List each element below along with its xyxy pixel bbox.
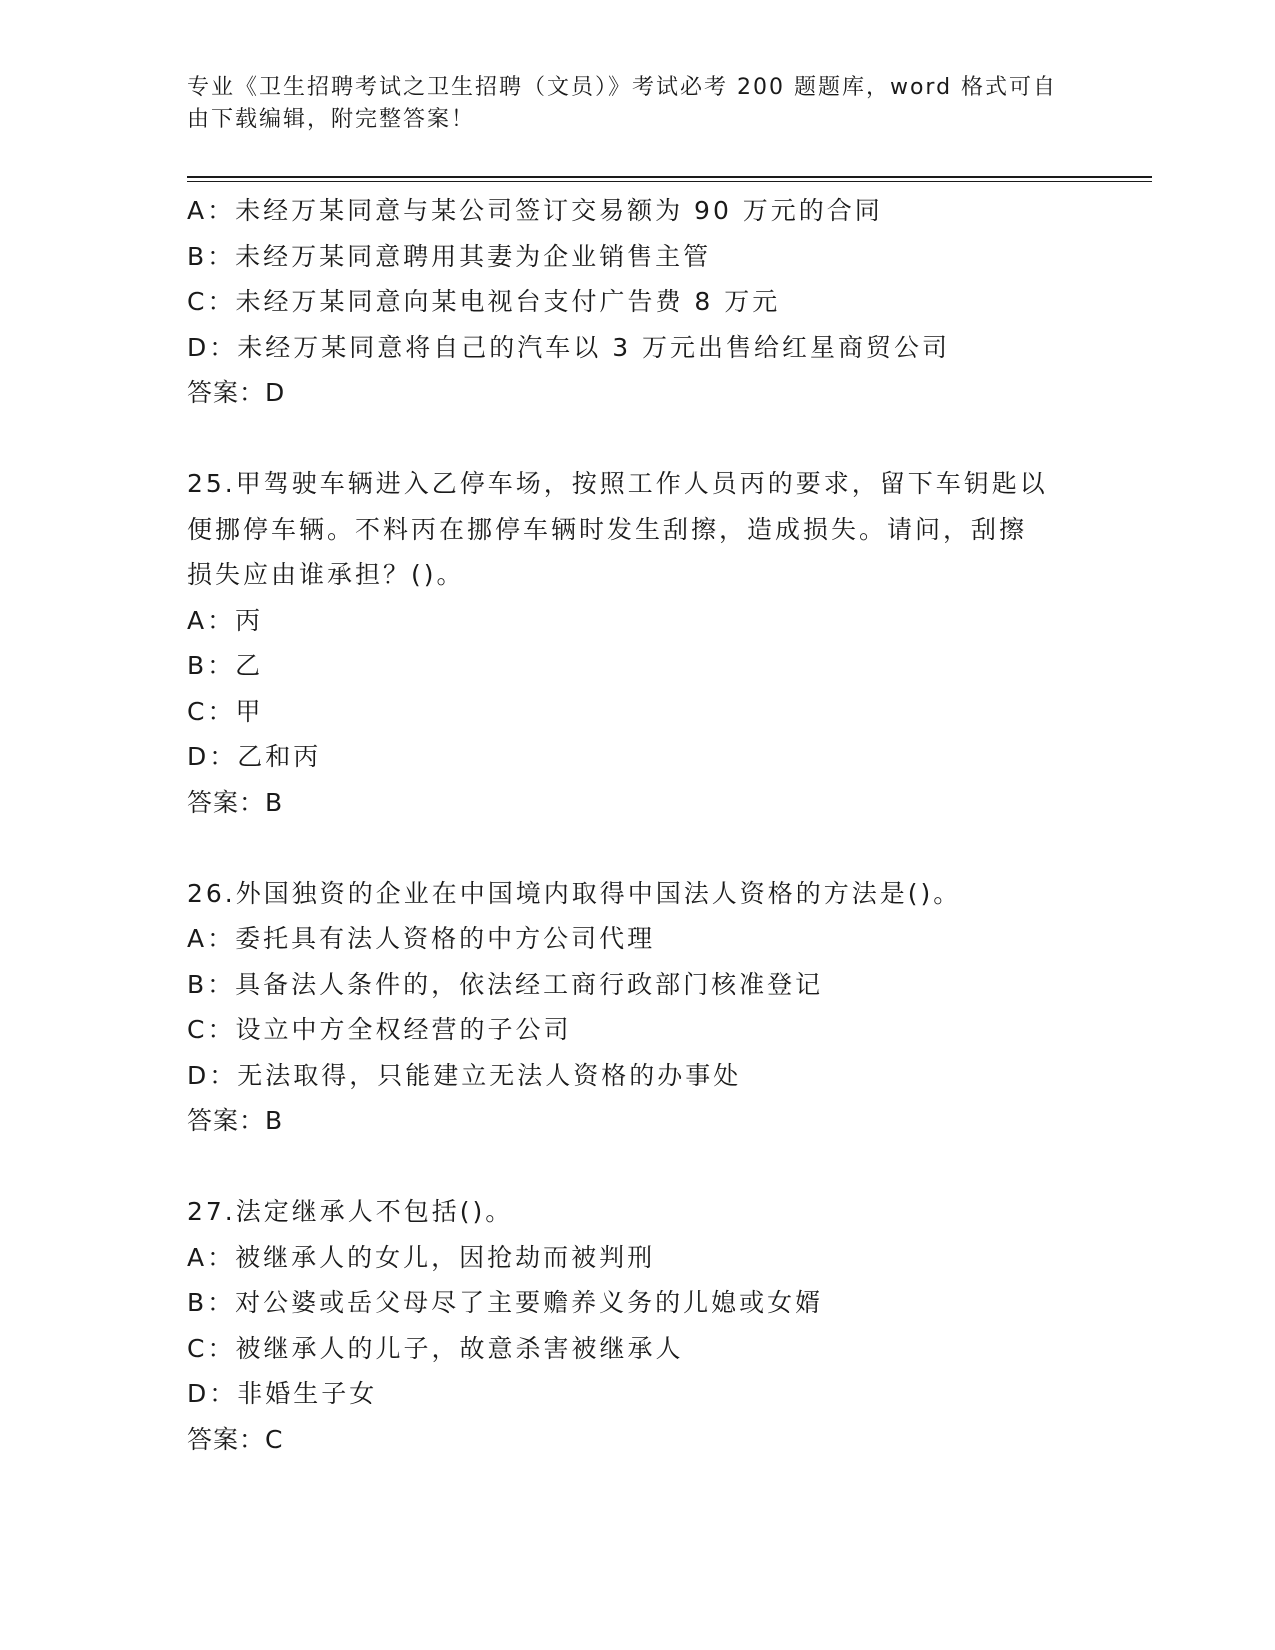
- header-line-1: 专业《卫生招聘考试之卫生招聘（文员）》考试必考 200 题题库，word 格式可自: [187, 75, 1058, 100]
- header-divider-thin: [187, 181, 1152, 182]
- spacer: [187, 825, 1087, 871]
- option-d: D：未经万某同意将自己的汽车以 3 万元出售给红星商贸公司: [187, 332, 951, 362]
- question-26-block: [187, 871, 1087, 1144]
- question-stem-line: 25.甲驾驶车辆进入乙停车场，按照工作人员丙的要求，留下车钥匙以: [187, 469, 1048, 498]
- option-c: C：甲: [187, 696, 264, 726]
- option-b: B：未经万某同意聘用其妻为企业销售主管: [187, 241, 712, 271]
- option-a: A：未经万某同意与某公司签订交易额为 90 万元的合同: [187, 196, 883, 225]
- question-list: [187, 188, 1087, 1462]
- question-24-block: [187, 188, 1087, 416]
- question-stem-line: 26.外国独资的企业在中国境内取得中国法人资格的方法是()。: [187, 878, 962, 908]
- option-b: B：对公婆或岳父母尽了主要赡养义务的儿媳或女婿: [187, 1288, 824, 1317]
- option-a: A：被继承人的女儿，因抢劫而被判刑: [187, 1242, 656, 1272]
- answer: 答案：B: [187, 787, 284, 817]
- question-stem-line: 便挪停车辆。不料丙在挪停车辆时发生刮擦，造成损失。请问，刮擦: [187, 514, 1028, 544]
- option-a: A：委托具有法人资格的中方公司代理: [187, 924, 656, 953]
- header-divider-thick: [187, 176, 1152, 178]
- header-line-2: 由下载编辑，附完整答案！: [187, 107, 476, 132]
- option-d: D：无法取得，只能建立无法人资格的办事处: [187, 1060, 742, 1090]
- option-c: C：设立中方全权经营的子公司: [187, 1015, 572, 1044]
- option-b: B：具备法人条件的，依法经工商行政部门核准登记: [187, 969, 824, 999]
- option-d: D：乙和丙: [187, 742, 322, 771]
- question-27-block: [187, 1189, 1087, 1462]
- spacer: [187, 1144, 1087, 1190]
- answer: 答案：B: [187, 1106, 284, 1135]
- option-a: A：丙: [187, 605, 264, 635]
- option-d: D：非婚生子女: [187, 1379, 378, 1408]
- option-b: B：乙: [187, 651, 264, 680]
- answer: 答案：C: [187, 1424, 284, 1454]
- question-stem-line: 损失应由谁承担？()。: [187, 560, 465, 589]
- question-stem-line: 27.法定继承人不包括()。: [187, 1197, 514, 1226]
- question-25-block: [187, 461, 1087, 825]
- spacer: [187, 416, 1087, 462]
- document-header: [187, 72, 1067, 136]
- option-c: C：被继承人的儿子，故意杀害被继承人: [187, 1333, 684, 1363]
- answer: 答案：D: [187, 378, 286, 407]
- option-c: C：未经万某同意向某电视台支付广告费 8 万元: [187, 287, 781, 316]
